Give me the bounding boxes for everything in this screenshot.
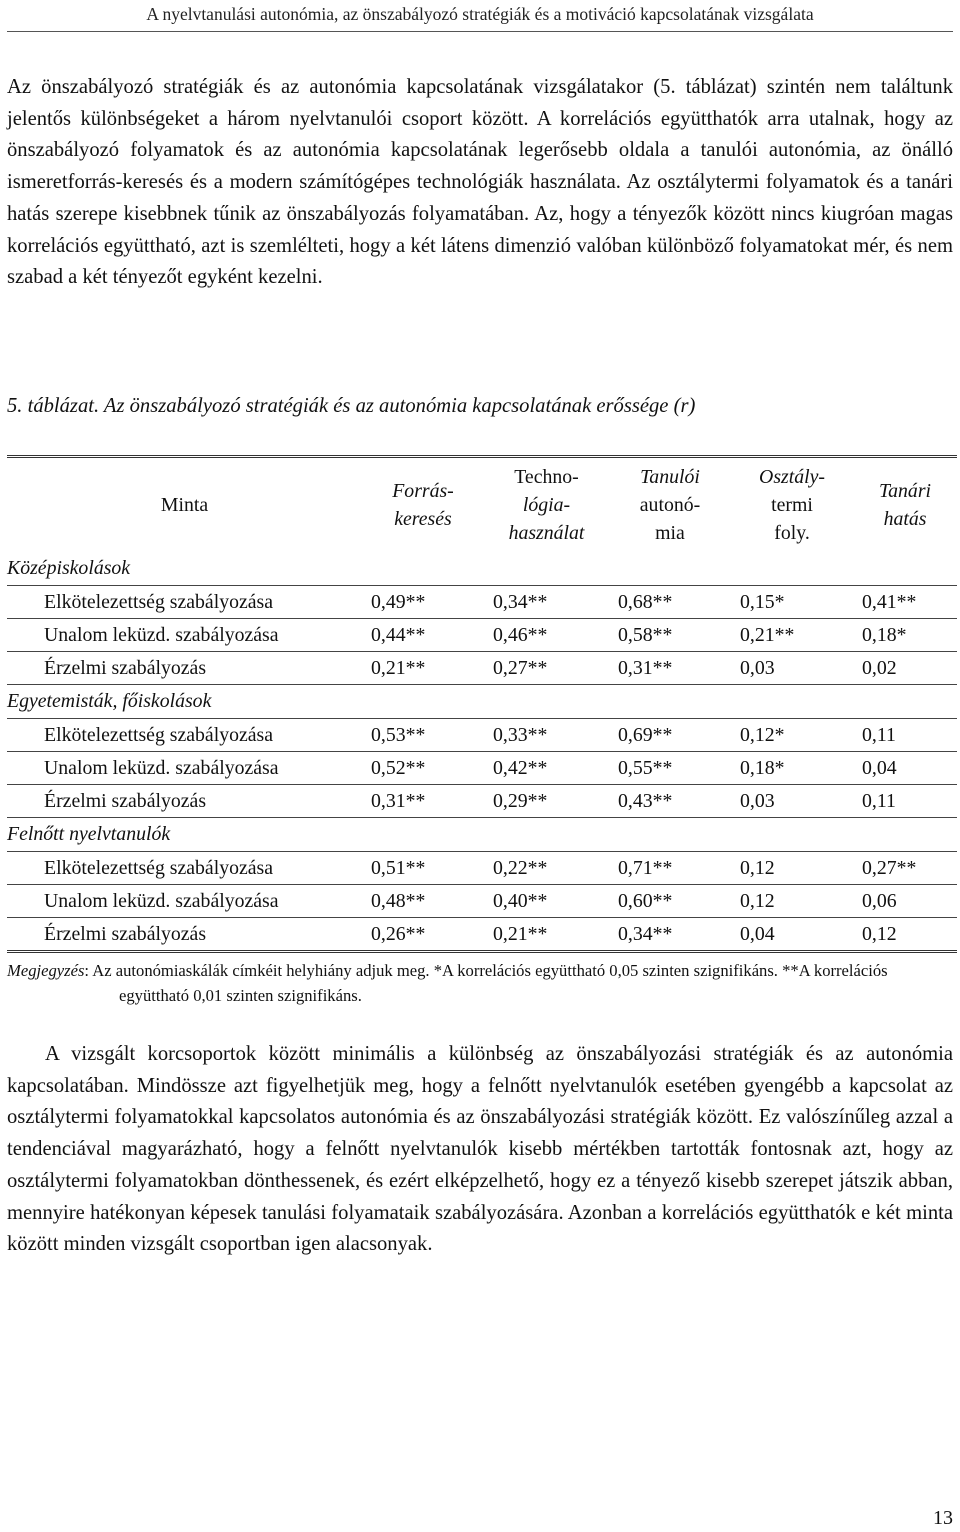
table-cell: 0,33** xyxy=(484,719,609,752)
row-label: Érzelmi szabályozás xyxy=(7,918,362,952)
table-cell: 0,44** xyxy=(362,619,484,652)
table-cell: 0,34** xyxy=(609,918,731,952)
table-row xyxy=(7,852,957,885)
table-cell: 0,03 xyxy=(731,652,853,685)
table-cell: 0,03 xyxy=(731,785,853,818)
row-label: Elkötelezettség szabályozása xyxy=(7,586,362,619)
table-cell: 0,58** xyxy=(609,619,731,652)
table-cell: 0,12 xyxy=(853,918,957,952)
table-cell: 0,46** xyxy=(484,619,609,652)
table-note xyxy=(7,958,957,1008)
paragraph-1 xyxy=(7,72,953,294)
table-cell: 0,60** xyxy=(609,885,731,918)
row-label: Unalom leküzd. szabályozása xyxy=(7,619,362,652)
row-label: Elkötelezettség szabályozása xyxy=(7,852,362,885)
table-cell: 0,18* xyxy=(731,752,853,785)
table-cell: 0,27** xyxy=(484,652,609,685)
results-table xyxy=(7,455,957,953)
table-cell: 0,68** xyxy=(609,586,731,619)
table-cell: 0,53** xyxy=(362,719,484,752)
header-forraskereses: Forrás- keresés xyxy=(392,480,454,530)
table-cell: 0,21** xyxy=(484,918,609,952)
header-osztalytermi: Osztály- termi foly. xyxy=(759,466,825,544)
table-cell: 0,18* xyxy=(853,619,957,652)
row-label: Érzelmi szabályozás xyxy=(7,652,362,685)
table-cell: 0,29** xyxy=(484,785,609,818)
table-cell: 0,71** xyxy=(609,852,731,885)
table-cell: 0,43** xyxy=(609,785,731,818)
paragraph-2-text: A vizsgált korcsoportok között minimális a különbség az önszabályozási stratégiák és az autonómia kapcsolatában. Mindössze azt figyelhetjük meg, hogy a felnőtt nyelvtanulók esetében gyengébb a kapcsolat az osztálytermi folyamatokkal kapcsolatos autonómia és az önszabályozási stratégiák között. Ez valószínűleg azzal a tendenciával magyarázható, hogy a felnőtt nyelvtanulók kisebb mértékben tartották fontosnak azt, hogy az osztálytermi folyamatokban dönthessenek, és ezért elképzelhető, hogy ez a tényező kisebb szerepet játszik abban, mennyire hatékonyan képesek tanulási folyamataik szabályozására. Azonban a korrelációs együtthatók e két minta között minden vizsgált csoportban igen alacsonyak. xyxy=(7,1043,953,1256)
table-cell: 0,12 xyxy=(731,852,853,885)
group-label: Középiskolások xyxy=(7,552,957,586)
table-cell: 0,49** xyxy=(362,586,484,619)
table-cell: 0,26** xyxy=(362,918,484,952)
header-tanuloi-autonomia: Tanulói autonó- mia xyxy=(639,466,701,544)
paragraph-2 xyxy=(7,1039,953,1261)
table-cell: 0,12* xyxy=(731,719,853,752)
row-label: Unalom leküzd. szabályozása xyxy=(7,752,362,785)
table-row xyxy=(7,885,957,918)
header-technologia: Techno- lógia- használat xyxy=(508,466,585,544)
table-cell: 0,11 xyxy=(853,719,957,752)
table-row xyxy=(7,652,957,685)
table-cell: 0,21** xyxy=(362,652,484,685)
table-cell: 0,22** xyxy=(484,852,609,885)
table-group-row xyxy=(7,685,957,719)
running-header: A nyelvtanulási autonómia, az önszabályozó stratégiák és a motiváció kapcsolatának vizsgálata xyxy=(146,4,814,24)
group-label: Egyetemisták, főiskolások xyxy=(7,685,957,719)
group-label: Felnőtt nyelvtanulók xyxy=(7,818,957,852)
table-cell: 0,40** xyxy=(484,885,609,918)
table-cell: 0,55** xyxy=(609,752,731,785)
table-cell: 0,42** xyxy=(484,752,609,785)
table-row xyxy=(7,752,957,785)
table-row xyxy=(7,586,957,619)
table-note-text: Megjegyzés: Az autonómiaskálák címkéit helyhiány adjuk meg. *A korrelációs együttható 0,05 szinten szignifikáns. **A korrelációs együttható 0,01 szinten szignifikáns. xyxy=(7,961,888,1005)
header-rule xyxy=(7,31,953,32)
header-tanari-hatas: Tanári hatás xyxy=(878,480,932,530)
table-cell: 0,06 xyxy=(853,885,957,918)
table-header-row xyxy=(7,457,957,553)
table-cell: 0,48** xyxy=(362,885,484,918)
table-cell: 0,69** xyxy=(609,719,731,752)
table-cell: 0,21** xyxy=(731,619,853,652)
table-cell: 0,12 xyxy=(731,885,853,918)
table-cell: 0,04 xyxy=(731,918,853,952)
table-row xyxy=(7,719,957,752)
table-cell: 0,31** xyxy=(609,652,731,685)
paragraph-1-text: Az önszabályozó stratégiák és az autonómia kapcsolatának vizsgálatakor (5. táblázat) szintén nem találtunk jelentős különbségeket a három nyelvtanulói csoport között. A korrelációs együtthatók arra utalnak, hogy az önszabályozó folyamatok és az autonómia kapcsolatának legerősebb oldala a tanulói autonómia, az önálló ismeretforrás-keresés és a modern számítógépes technológiák használata. Az osztálytermi folyamatok és a tanári hatás szerepe kisebbnek tűnik az önszabályozás folyamatában. Az, hogy a tényezők között nincs kiugróan magas korrelációs együttható, azt is szemlélteti, hogy a két látens dimenzió valóban különböző folyamatokat mér, és nem szabad a két tényezőt egyként kezelni. xyxy=(7,76,953,289)
table-cell: 0,02 xyxy=(853,652,957,685)
header-minta: Minta xyxy=(160,494,209,516)
table-cell: 0,27** xyxy=(853,852,957,885)
table-cell: 0,34** xyxy=(484,586,609,619)
row-label: Érzelmi szabályozás xyxy=(7,785,362,818)
row-label: Unalom leküzd. szabályozása xyxy=(7,885,362,918)
table-row xyxy=(7,785,957,818)
table-cell: 0,52** xyxy=(362,752,484,785)
table-cell: 0,31** xyxy=(362,785,484,818)
table-cell: 0,04 xyxy=(853,752,957,785)
table-cell: 0,15* xyxy=(731,586,853,619)
table-cell: 0,41** xyxy=(853,586,957,619)
row-label: Elkötelezettség szabályozása xyxy=(7,719,362,752)
page-number: 13 xyxy=(933,1507,953,1529)
table-group-row xyxy=(7,552,957,586)
table-row xyxy=(7,619,957,652)
table-cell: 0,51** xyxy=(362,852,484,885)
table-body xyxy=(7,552,957,952)
table-caption: 5. táblázat. Az önszabályozó stratégiák és az autonómia kapcsolatának erőssége (r) xyxy=(7,395,696,417)
table-cell: 0,11 xyxy=(853,785,957,818)
table-group-row xyxy=(7,818,957,852)
table-row xyxy=(7,918,957,952)
